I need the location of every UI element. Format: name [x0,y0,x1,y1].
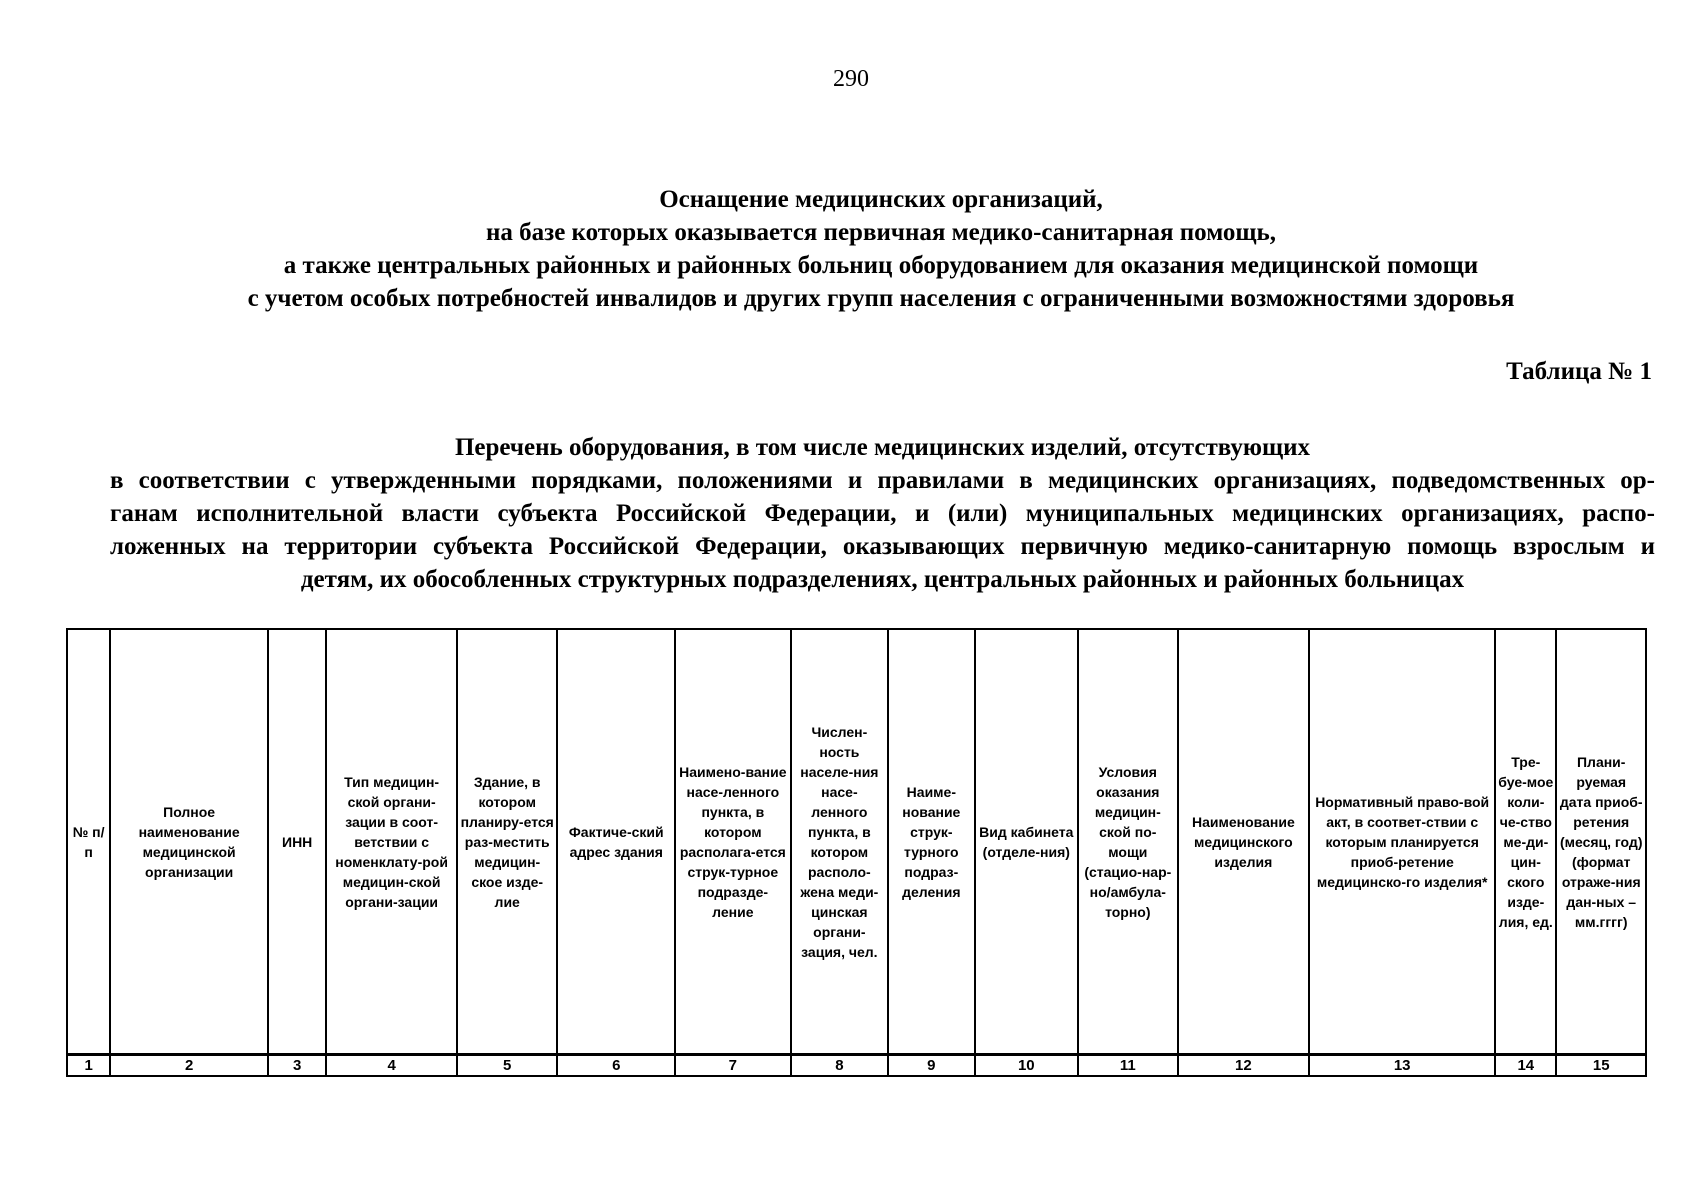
header-cell: Фактиче-ский адрес здания [557,629,675,1055]
header-cell: Полное наименование медицинской организации [110,629,268,1055]
document-title [80,183,1682,315]
title-line: а также центральных районных и районных больниц оборудованием для оказания медицинской помощи [283,252,1479,279]
header-cell: Тип медицин-ской органи-зации в соот-ветствии с номенклату-рой медицин-ской органи-зации [326,629,457,1055]
column-number-cell: 6 [557,1055,675,1077]
column-number-cell: 15 [1556,1055,1646,1077]
column-number-cell: 2 [110,1055,268,1077]
header-cell: Числен-ность населе-ния насе-ленного пункта, в котором располо-жена меди-цинская органи-зация, чел. [791,629,888,1055]
header-cell: Плани-руемая дата приоб-ретения (месяц, год) (формат отраже-ния дан-ных – мм.гггг) [1556,629,1646,1055]
subtitle-line: в соответствии с утвержденными порядками, положениями и правилами в медицинских организациях, подведомственных ор- [110,467,1655,494]
column-number-cell: 9 [888,1055,974,1077]
column-number-cell: 12 [1178,1055,1310,1077]
column-number-cell: 3 [268,1055,326,1077]
header-cell: Условия оказания медицин-ской по-мощи (стацио-нар-но/амбула-торно) [1078,629,1178,1055]
header-cell: Наиме-нование струк-турного подраз-деления [888,629,974,1055]
header-cell: Тре-буе-мое коли-че-ство ме-ди-цин-ского изде-лия, ед. [1495,629,1556,1055]
column-number-cell: 13 [1309,1055,1495,1077]
column-number-cell: 8 [791,1055,888,1077]
header-cell: Нормативный право-вой акт, в соответ-ствии с которым планируется приоб-ретение медицинско-го изделия* [1309,629,1495,1055]
title-line: на базе которых оказывается первичная медико-санитарная помощь, [486,219,1276,246]
column-number-cell: 4 [326,1055,457,1077]
header-cell: Наимено-вание насе-ленного пункта, в котором располага-ется струк-турное подразде-ление [675,629,791,1055]
column-number-cell: 14 [1495,1055,1556,1077]
subtitle-line: ложенных на территории субъекта Российской Федерации, оказывающих первичную медико-санитарную помощь взрослым и [110,533,1655,560]
table-label: Таблица № 1 [1506,358,1652,385]
table-subtitle [110,431,1655,596]
column-number-cell: 1 [67,1055,110,1077]
column-number-cell: 7 [675,1055,791,1077]
subtitle-line: ганам исполнительной власти субъекта Российской Федерации, и (или) муниципальных медицинских организациях, распо- [110,500,1655,527]
title-line: Оснащение медицинских организаций, [659,186,1103,213]
column-number-row [67,1055,1646,1077]
header-cell: Здание, в котором планиру-ется раз-местить медицин-ское изде-лие [457,629,558,1055]
page-number: 290 [833,66,869,92]
equipment-table [66,628,1647,1077]
column-number-cell: 5 [457,1055,558,1077]
header-cell: Наименование медицинского изделия [1178,629,1310,1055]
subtitle-line: Перечень оборудования, в том числе медицинских изделий, отсутствующих [454,434,1311,461]
header-cell: № п/п [67,629,110,1055]
table-header-row [67,629,1646,1055]
subtitle-line: детям, их обособленных структурных подразделениях, центральных районных и районных больницах [300,566,1465,593]
column-number-cell: 10 [975,1055,1079,1077]
column-number-cell: 11 [1078,1055,1178,1077]
header-cell: Вид кабинета (отделе-ния) [975,629,1079,1055]
title-line: с учетом особых потребностей инвалидов и других групп населения с ограниченными возможностями здоровья [247,285,1515,312]
header-cell: ИНН [268,629,326,1055]
